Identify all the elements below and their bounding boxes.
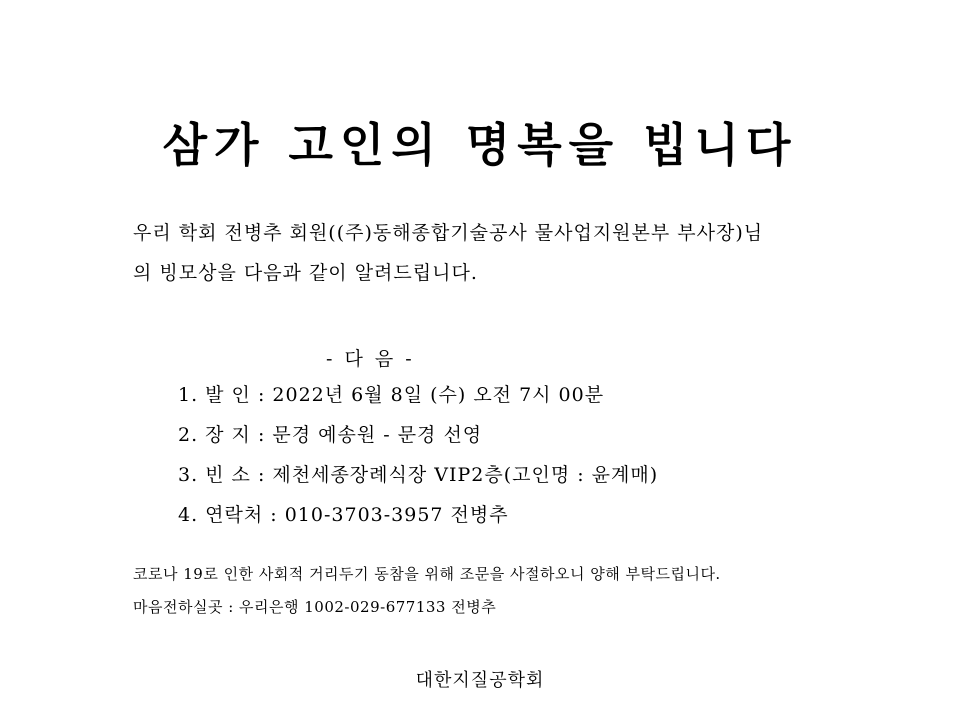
- signature-organization: 대한지질공학회: [415, 670, 545, 691]
- notice-title: 삼가 고인의 명복을 빕니다: [162, 118, 798, 172]
- intro-line-1: 우리 학회 전병추 회원((주)동해종합기술공사 물사업지원본부 부사장)님: [133, 222, 764, 244]
- section-heading: - 다 음 -: [326, 348, 415, 370]
- footnote-bank-account: 마음전하실곳 : 우리은행 1002-029-677133 전병추: [133, 598, 497, 616]
- detail-item-funeral-procession: 1. 발 인 : 2022년 6월 8일 (수) 오전 7시 00분: [178, 384, 605, 406]
- detail-item-funeral-hall: 3. 빈 소 : 제천세종장례식장 VIP2층(고인명 : 윤계매): [178, 464, 659, 486]
- detail-item-contact: 4. 연락처 : 010-3703-3957 전병추: [178, 504, 509, 526]
- footnote-condolence-notice: 코로나 19로 인한 사회적 거리두기 동참을 위해 조문을 사절하오니 양해 부탁드립니다.: [133, 565, 721, 583]
- detail-list: [178, 384, 658, 544]
- detail-item-burial-site: 2. 장 지 : 문경 예송원 - 문경 선영: [178, 424, 483, 446]
- intro-line-2: 의 빙모상을 다음과 같이 알려드립니다.: [133, 262, 478, 284]
